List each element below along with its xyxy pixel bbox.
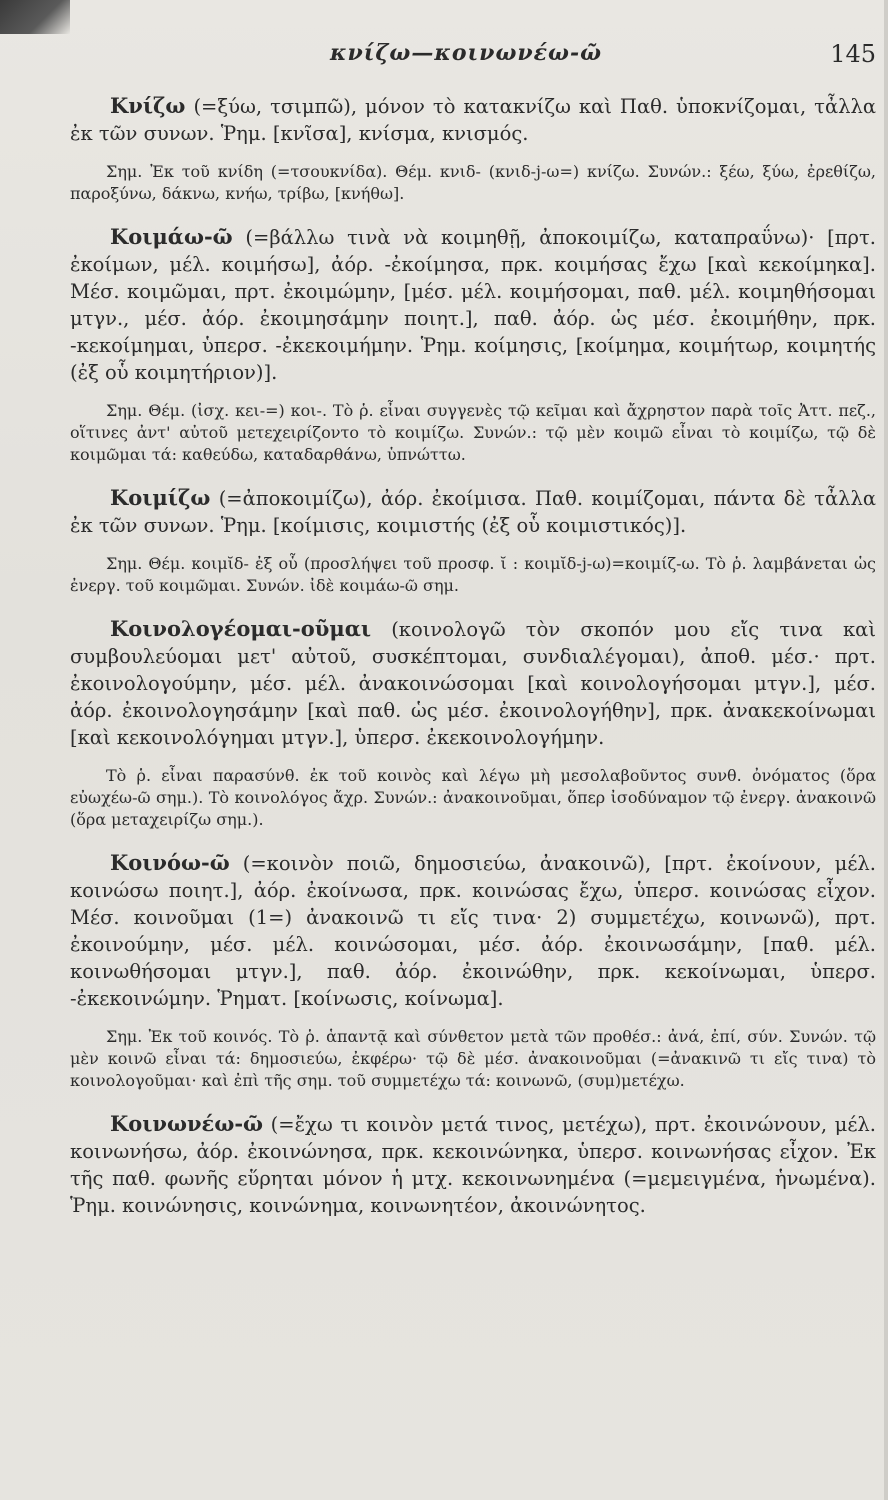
entry-note: Σημ. Θέμ. (ἰσχ. κει-=) κοι-. Τὸ ῥ. εἶναι συγγενὲς τῷ κεῖμαι καὶ ἄχρηστον παρὰ τοῖς Ἀττ. πεζ., οἵτινες ἀντ' αὐτοῦ μετεχειρίζοντο τὸ κοιμίζω. Συνών.: τῷ μὲν κοιμῶ εἶναι τὸ κοιμίζω, τῷ δὲ κοιμῶμαι τά: καθεύδω, καταδαρθάνω, ὑπνώττω.: [70, 401, 876, 464]
entry-note: Σημ. Ἐκ τοῦ κνίδη (=τσουκνίδα). Θέμ. κνιδ- (κνιδ-j-ω=) κνίζω. Συνών.: ξέω, ξύω, ἐρεθίζω, παροξύνω, δάκνω, κνήω, τρίβω, [κνήθω].: [70, 162, 876, 203]
entry-koinoo: [70, 849, 876, 1092]
lemma: Κοιμίζω: [110, 485, 211, 510]
entry-note: Σημ. Θέμ. κοιμῐδ- ἐξ οὗ (προσλήψει τοῦ προσφ. ῐ : κοιμῐδ-j-ω)=κοιμίζ-ω. Τὸ ῥ. λαμβάνεται ὡς ἐνεργ. τοῦ κοιμῶμαι. Συνών. ἰδὲ κοιμάω-ῶ σημ.: [70, 554, 876, 595]
entry-knizo: [70, 92, 876, 205]
entry-koimizo: [70, 484, 876, 597]
entry-text: [70, 849, 876, 1012]
entry-koimao: [70, 223, 876, 466]
entry-text: [70, 615, 876, 751]
entries: [70, 92, 876, 1233]
entry-body: (=βάλλω τινὰ νὰ κοιμηθῇ, ἀποκοιμίζω, καταπραΰνω)· [πρτ. ἐκοίμων, μέλ. κοιμήσω], ἀόρ. -ἐκοίμησα, πρκ. κοιμήσας ἔχω [καὶ κεκοίμηκα]. Μέσ. κοιμῶμαι, πρτ. ἐκοιμώμην, [μέσ. μέλ. κοιμήσομαι, παθ. μέλ. κοιμηθήσομαι μτγν., μέσ. ἀόρ. ἐκοιμησάμην ποιητ.], παθ. ἀόρ. ὡς μέσ. ἐκοιμήθην, πρκ. -κεκοίμημαι, ὑπερσ. -ἐκεκοιμήμην. Ῥημ. κοίμησις, [κοίμημα, κοιμήτωρ, κοιμητής (ἐξ οὗ κοιμητήριον)].: [70, 226, 877, 384]
entry-text: [70, 484, 876, 539]
entry-note: Τὸ ῥ. εἶναι παρασύνθ. ἐκ τοῦ κοινὸς καὶ λέγω μὴ μεσολαβοῦντος συνθ. ὀνόματος (ὅρα εὐωχέω-ῶ σημ.). Τὸ κοινολόγος ἄχρ. Συνών.: ἀνακοινοῦμαι, ὅπερ ἰσοδύναμον τῷ ἐνεργ. ἀνακοινῶ (ὅρα μεταχειρίζω σημ.).: [70, 766, 876, 829]
lemma: Κοινολογέομαι-οῦμαι: [110, 616, 372, 641]
page-number: 145: [830, 40, 876, 68]
page-edge: [884, 0, 888, 1500]
entry-body: (=ξύω, τσιμπῶ), μόνον τὸ κατακνίζω καὶ Παθ. ὑποκνίζομαι, τἆλλα ἐκ τῶν συνων. Ῥημ. [κνῖσα], κνίσμα, κνισμός.: [70, 95, 876, 145]
entry-body: (κοινολογῶ τὸν σκοπόν μου εἴς τινα καὶ συμβουλεύομαι μετ' αὐτοῦ, συσκέπτομαι, συνδιαλέγομαι), ἀποθ. μέσ.· πρτ. ἐκοινολογούμην, μέσ. μέλ. ἀνακοινώσομαι [καὶ κοινολογήσομαι μτγν.], μέσ. ἀόρ. ἐκοινολογησάμην [καὶ παθ. ὡς μέσ. ἐκοινολογήθην], πρκ. ἀνακεκοίνωμαι [καὶ κεκοινολόγημαι μτγν.], ὑπερσ. ἐκεκοινολογήμην.: [70, 618, 876, 749]
running-head: [0, 40, 888, 76]
entry-koinologeomai: [70, 615, 876, 831]
entry-body: (=ἀποκοιμίζω), ἀόρ. ἐκοίμισα. Παθ. κοιμίζομαι, πάντα δὲ τἆλλα ἐκ τῶν συνων. Ῥημ. [κοίμισις, κοιμιστής (ἐξ οὗ κοιμιστικός)].: [70, 487, 877, 537]
entry-koinoneo: [70, 1110, 876, 1219]
lemma: Κοινόω-ῶ: [110, 850, 230, 875]
lemma: Κοιμάω-ῶ: [110, 224, 233, 249]
scan-shadow: [0, 0, 70, 34]
entry-body: (=ἔχω τι κοινὸν μετά τινος, μετέχω), πρτ. ἐκοινώνουν, μέλ. κοινωνήσω, ἀόρ. ἐκοινώνησα, πρκ. κεκοινώνηκα, ὑπερσ. κοινωνήσας εἶχον. Ἐκ τῆς παθ. φωνῆς εὕρηται μόνον ἡ μτχ. κεκοινωνημένα (=μεμειγμένα, ἡνωμένα). Ῥημ. κοινώνησις, κοινώνημα, κοινωνητέον, ἀκοινώνητος.: [70, 1113, 876, 1217]
entry-text: [70, 1110, 876, 1219]
entry-text: [70, 223, 876, 386]
running-head-title: κνίζω—κοινωνέω-ῶ: [330, 40, 603, 66]
lemma: Κοινωνέω-ῶ: [110, 1111, 264, 1136]
entry-note: Σημ. Ἐκ τοῦ κοινός. Τὸ ῥ. ἁπαντᾷ καὶ σύνθετον μετὰ τῶν προθέσ.: ἀνά, ἐπί, σύν. Συνών. τῷ μὲν κοινῶ εἶναι τά: δημοσιεύω, ἐκφέρω· τῷ δὲ μέσ. ἀνακοινοῦμαι (=ἀνακινῶ τι εἴς τινα) τὸ κοινολογοῦμαι· καὶ ἐπὶ τῆς σημ. τοῦ συμμετέχω τά: κοινωνῶ, (συμ)μετέχω.: [70, 1027, 876, 1090]
lemma: Κνίζω: [110, 93, 186, 118]
entry-body: (=κοινὸν ποιῶ, δημοσιεύω, ἀνακοινῶ), [πρτ. ἐκοίνουν, μέλ. κοινώσω ποιητ.], ἀόρ. ἐκοίνωσα, πρκ. κοινώσας ἔχω, ὑπερσ. κοινώσας εἶχον. Μέσ. κοινοῦμαι (1=) ἀνακοινῶ τι εἴς τινα· 2) συμμετέχω, κοινωνῶ), πρτ. ἐκοινούμην, μέσ. μέλ. κοινώσομαι, μέσ. ἀόρ. ἐκοινωσάμην, [παθ. μέλ. κοινωθήσομαι μτγν.], παθ. ἀόρ. ἐκοινώθην, πρκ. κεκοίνωμαι, ὑπερσ. -ἐκεκοινώμην. Ῥηματ. [κοίνωσις, κοίνωμα].: [70, 852, 876, 1010]
entry-text: [70, 92, 876, 147]
